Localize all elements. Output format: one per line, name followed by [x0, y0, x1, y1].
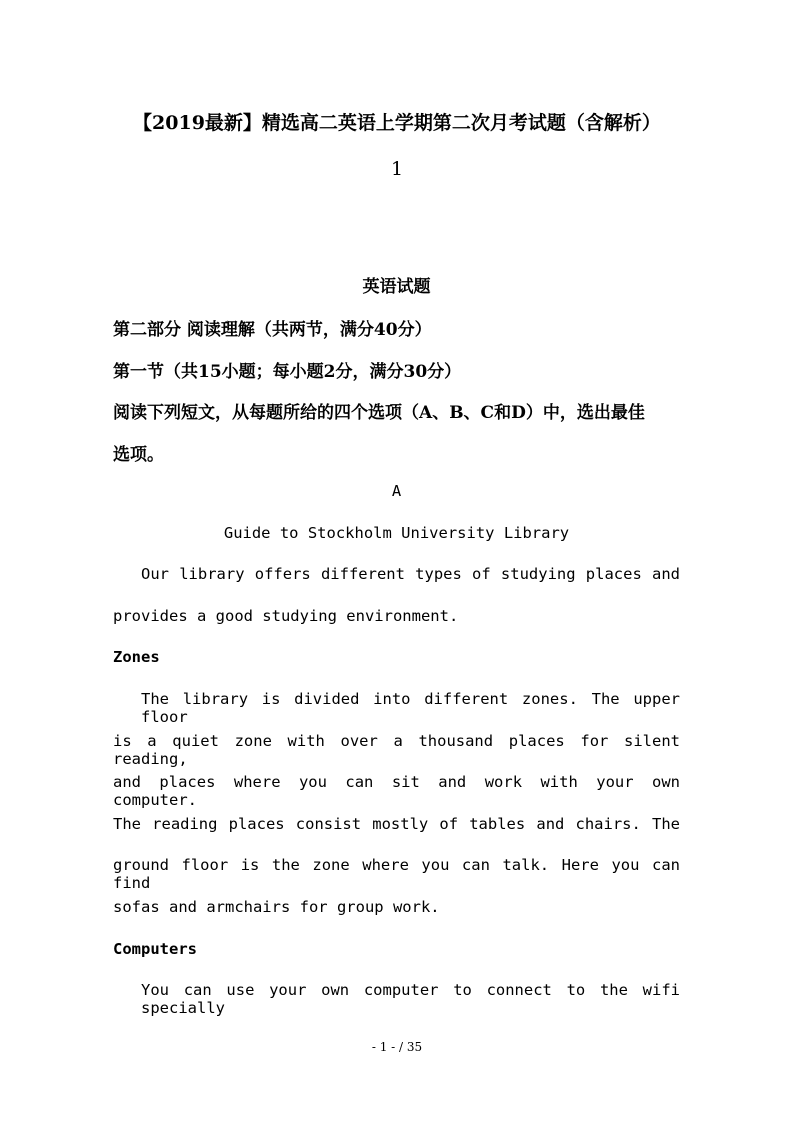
instruction-line-1: 阅读下列短文，从每题所给的四个选项（A、B、C和D）中，选出最佳 — [113, 403, 645, 423]
section-heading: 第一节（共15小题；每小题2分，满分30分） — [113, 362, 462, 382]
zones-line: is a quiet zone with over a thousand places for silent reading, — [113, 732, 680, 768]
computers-line-1: You can use your own computer to connect to the wifi specially — [141, 981, 680, 1017]
intro-line-2: provides a good studying environment. — [113, 607, 459, 625]
zones-line: sofas and armchairs for group work. — [113, 898, 440, 916]
passage-label: A — [391, 482, 402, 500]
title-line-2: 1 — [390, 158, 404, 180]
intro-line-1: Our library offers different types of studying places and — [141, 565, 680, 583]
zones-heading: Zones — [113, 648, 160, 666]
zones-line: and places where you can sit and work with your own computer. — [113, 773, 680, 809]
title-line-1: 【2019最新】精选高二英语上学期第二次月考试题（含解析） — [133, 112, 661, 134]
zones-line: The reading places consist mostly of tables and chairs. The — [113, 815, 680, 833]
computers-heading: Computers — [113, 940, 197, 958]
passage-title: Guide to Stockholm University Library — [223, 524, 570, 542]
document-title — [100, 100, 694, 192]
instruction-line-2: 选项。 — [113, 445, 164, 465]
zones-line: The library is divided into different zones. The upper floor — [141, 690, 680, 726]
zones-line: ground floor is the zone where you can talk. Here you can find — [113, 856, 680, 892]
subject-heading: 英语试题 — [362, 277, 431, 297]
page-number: - 1 - / 35 — [371, 1040, 423, 1054]
part-heading: 第二部分 阅读理解（共两节，满分40分） — [113, 320, 432, 340]
